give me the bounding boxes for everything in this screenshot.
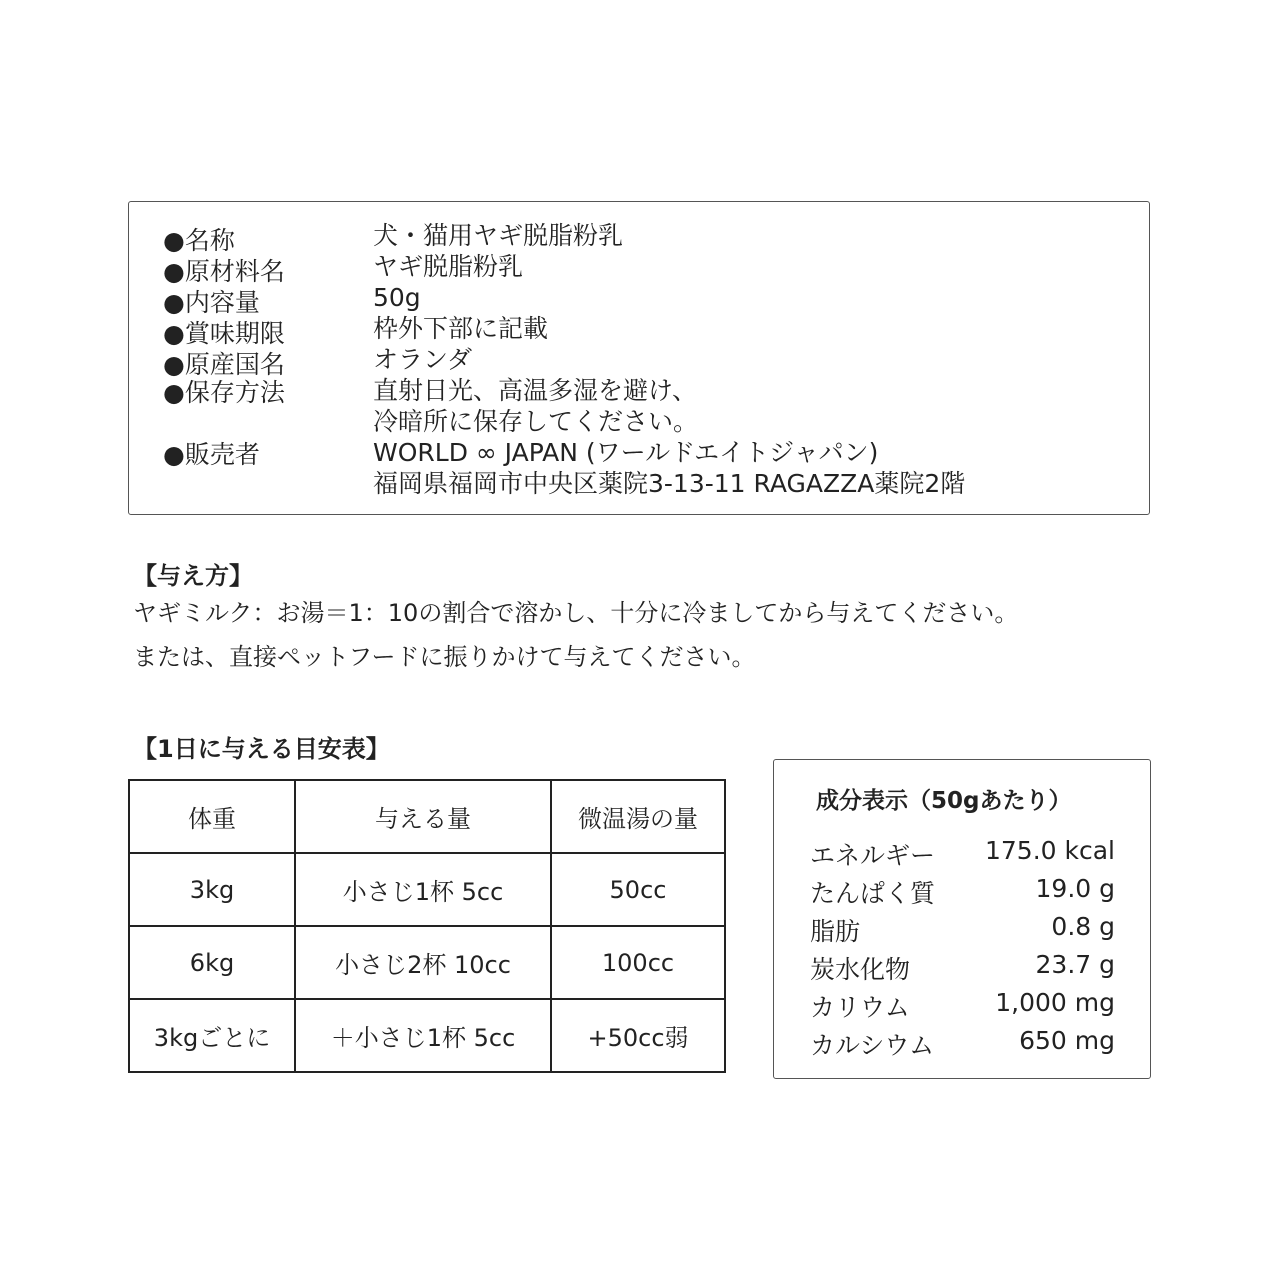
nutrition-value: 1,000 mg — [995, 988, 1115, 1017]
info-value: ヤギ脱脂粉乳 — [373, 252, 524, 281]
nutrition-row — [810, 1026, 1115, 1064]
info-value: WORLD ∞ JAPAN (ワールドエイトジャパン) — [373, 438, 879, 467]
info-label: ●保存方法 — [163, 378, 285, 407]
info-value: 直射日光、高温多湿を避け、 — [373, 376, 698, 405]
info-value: 福岡県福岡市中央区薬院3-13-11 RAGAZZA薬院2階 — [373, 469, 966, 498]
table-cell: 50cc — [551, 853, 725, 926]
nutrition-value: 175.0 kcal — [984, 836, 1115, 865]
table-header-row — [129, 780, 725, 853]
info-value: 冷暗所に保存してください。 — [373, 407, 699, 436]
nutrition-row — [810, 988, 1115, 1026]
nutrition-name: 脂肪 — [810, 917, 861, 946]
feeding-title: 【与え方】 — [133, 562, 253, 590]
nutrition-value: 19.0 g — [1035, 874, 1115, 903]
info-label: ●原産国名 — [163, 350, 285, 379]
table-header-cell: 微温湯の量 — [551, 780, 725, 853]
info-value: 枠外下部に記載 — [373, 314, 549, 343]
info-label: ●原材料名 — [163, 257, 285, 286]
table-header-cell: 体重 — [129, 780, 295, 853]
nutrition-value: 0.8 g — [1051, 912, 1115, 941]
table-row — [129, 926, 725, 999]
table-cell: 小さじ1杯 5cc — [295, 853, 551, 926]
daily-guide-title: 【1日に与える目安表】 — [133, 735, 390, 763]
nutrition-name: 炭水化物 — [810, 955, 911, 984]
product-info-box — [128, 201, 1150, 515]
nutrition-name: エネルギー — [810, 841, 936, 870]
table-cell: +50cc弱 — [551, 999, 725, 1072]
table-cell: 100cc — [551, 926, 725, 999]
table-cell: 6kg — [129, 926, 295, 999]
info-value: 犬・猫用ヤギ脱脂粉乳 — [373, 221, 624, 250]
nutrition-row — [810, 874, 1115, 912]
feeding-line: または、直接ペットフードに振りかけて与えてください。 — [133, 643, 756, 671]
nutrition-row — [810, 950, 1115, 988]
nutrition-value: 650 mg — [1019, 1026, 1115, 1055]
nutrition-name: たんぱく質 — [810, 879, 936, 908]
info-label: ●名称 — [163, 226, 235, 255]
nutrition-name: カリウム — [810, 993, 910, 1022]
nutrition-row — [810, 836, 1115, 874]
table-cell: 3kg — [129, 853, 295, 926]
table-cell: 3kgごとに — [129, 999, 295, 1072]
table-cell: 小さじ2杯 10cc — [295, 926, 551, 999]
feeding-line: ヤギミルク：お湯＝1：10の割合で溶かし、十分に冷ましてから与えてください。 — [133, 599, 1019, 627]
nutrition-box — [773, 759, 1151, 1079]
info-label: ●内容量 — [163, 288, 260, 317]
info-label: ●賞味期限 — [163, 319, 285, 348]
table-header-cell: 与える量 — [295, 780, 551, 853]
info-value: オランダ — [373, 345, 473, 374]
nutrition-value: 23.7 g — [1035, 950, 1115, 979]
nutrition-row — [810, 912, 1115, 950]
daily-guide-table — [128, 779, 726, 1073]
table-row — [129, 853, 725, 926]
info-label: ●販売者 — [163, 440, 260, 469]
info-value: 50g — [373, 283, 421, 312]
nutrition-name: カルシウム — [810, 1031, 935, 1060]
table-row — [129, 999, 725, 1072]
nutrition-title: 成分表示（50gあたり） — [816, 788, 1072, 814]
table-cell: ＋小さじ1杯 5cc — [295, 999, 551, 1072]
